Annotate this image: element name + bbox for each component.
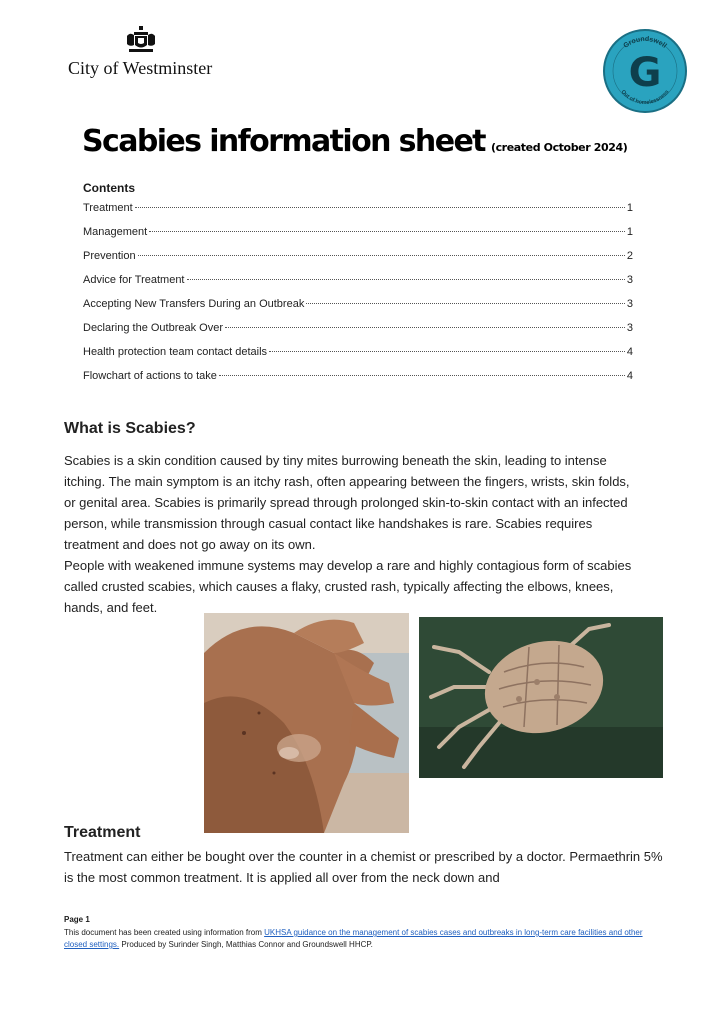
footer-note — [64, 927, 654, 951]
toc-item-advice-for-treatment[interactable]: Advice for Treatment 3 — [83, 274, 633, 286]
westminster-crest-icon — [124, 26, 158, 54]
toc-item-prevention[interactable]: Prevention 2 — [83, 250, 633, 262]
badge-bottom-text: Out of homelessness — [619, 89, 671, 107]
title-created-date: (created October 2024) — [490, 141, 628, 154]
toc-item-treatment[interactable]: Treatment 1 — [83, 202, 633, 214]
contents-heading: Contents — [83, 181, 135, 195]
treatment-heading: Treatment — [64, 824, 141, 841]
scabies-mite-micrograph — [419, 617, 663, 778]
treatment-paragraph: Treatment can either be bought over the counter in a chemist or prescribed by a doctor. Permaethrin 5% is the most common treatment. It is applied all over from the neck down and — [64, 849, 663, 885]
toc-item-health-protection-contacts[interactable]: Health protection team contact details 4 — [83, 346, 633, 358]
toc-item-accepting-new-transfers[interactable]: Accepting New Transfers During an Outbreak 3 — [83, 298, 633, 310]
what-is-scabies-heading: What is Scabies? — [64, 420, 196, 437]
toc-item-flowchart[interactable]: Flowchart of actions to take 4 — [83, 370, 633, 382]
badge-top-text: Groundswell — [622, 35, 668, 50]
ukhsa-guidance-link[interactable]: UKHSA guidance on the management of scabies cases and outbreaks in long-term care facilities and other closed settings. — [64, 928, 643, 949]
title-main: Scabies information sheet — [82, 124, 485, 159]
document-title — [82, 124, 627, 159]
page-number: Page 1 — [64, 915, 90, 924]
toc-item-management[interactable]: Management 1 — [83, 226, 633, 238]
table-of-contents — [83, 202, 633, 394]
footer-text-before: This document has been created using information from — [64, 928, 265, 937]
groundswell-logo — [602, 28, 688, 114]
scabies-rash-hand-photo — [204, 613, 409, 833]
badge-letter: G — [628, 50, 662, 96]
toc-item-declaring-outbreak-over[interactable]: Declaring the Outbreak Over 3 — [83, 322, 633, 334]
footer-text-after: Produced by Surinder Singh, Matthias Connor and Groundswell HHCP. — [119, 940, 373, 949]
council-name: City of Westminster — [68, 58, 213, 78]
what-is-scabies-paragraph-2: People with weakened immune systems may develop a rare and highly contagious form of scabies called crusted scabies, which causes a flaky, crusted rash, typically affecting the elbows, knees, hands, and feet. — [64, 558, 632, 615]
what-is-scabies-paragraph-1: Scabies is a skin condition caused by tiny mites burrowing beneath the skin, leading to intense itching. The main symptom is an itchy rash, often appearing between the fingers, wrists, skin folds, or genital area. Scabies is primarily spread through prolonged skin-to-skin contact with an infected person, while transmission through casual contact like handshakes is rare. Scabies requires treatment and does not go away on its own. — [64, 453, 630, 552]
